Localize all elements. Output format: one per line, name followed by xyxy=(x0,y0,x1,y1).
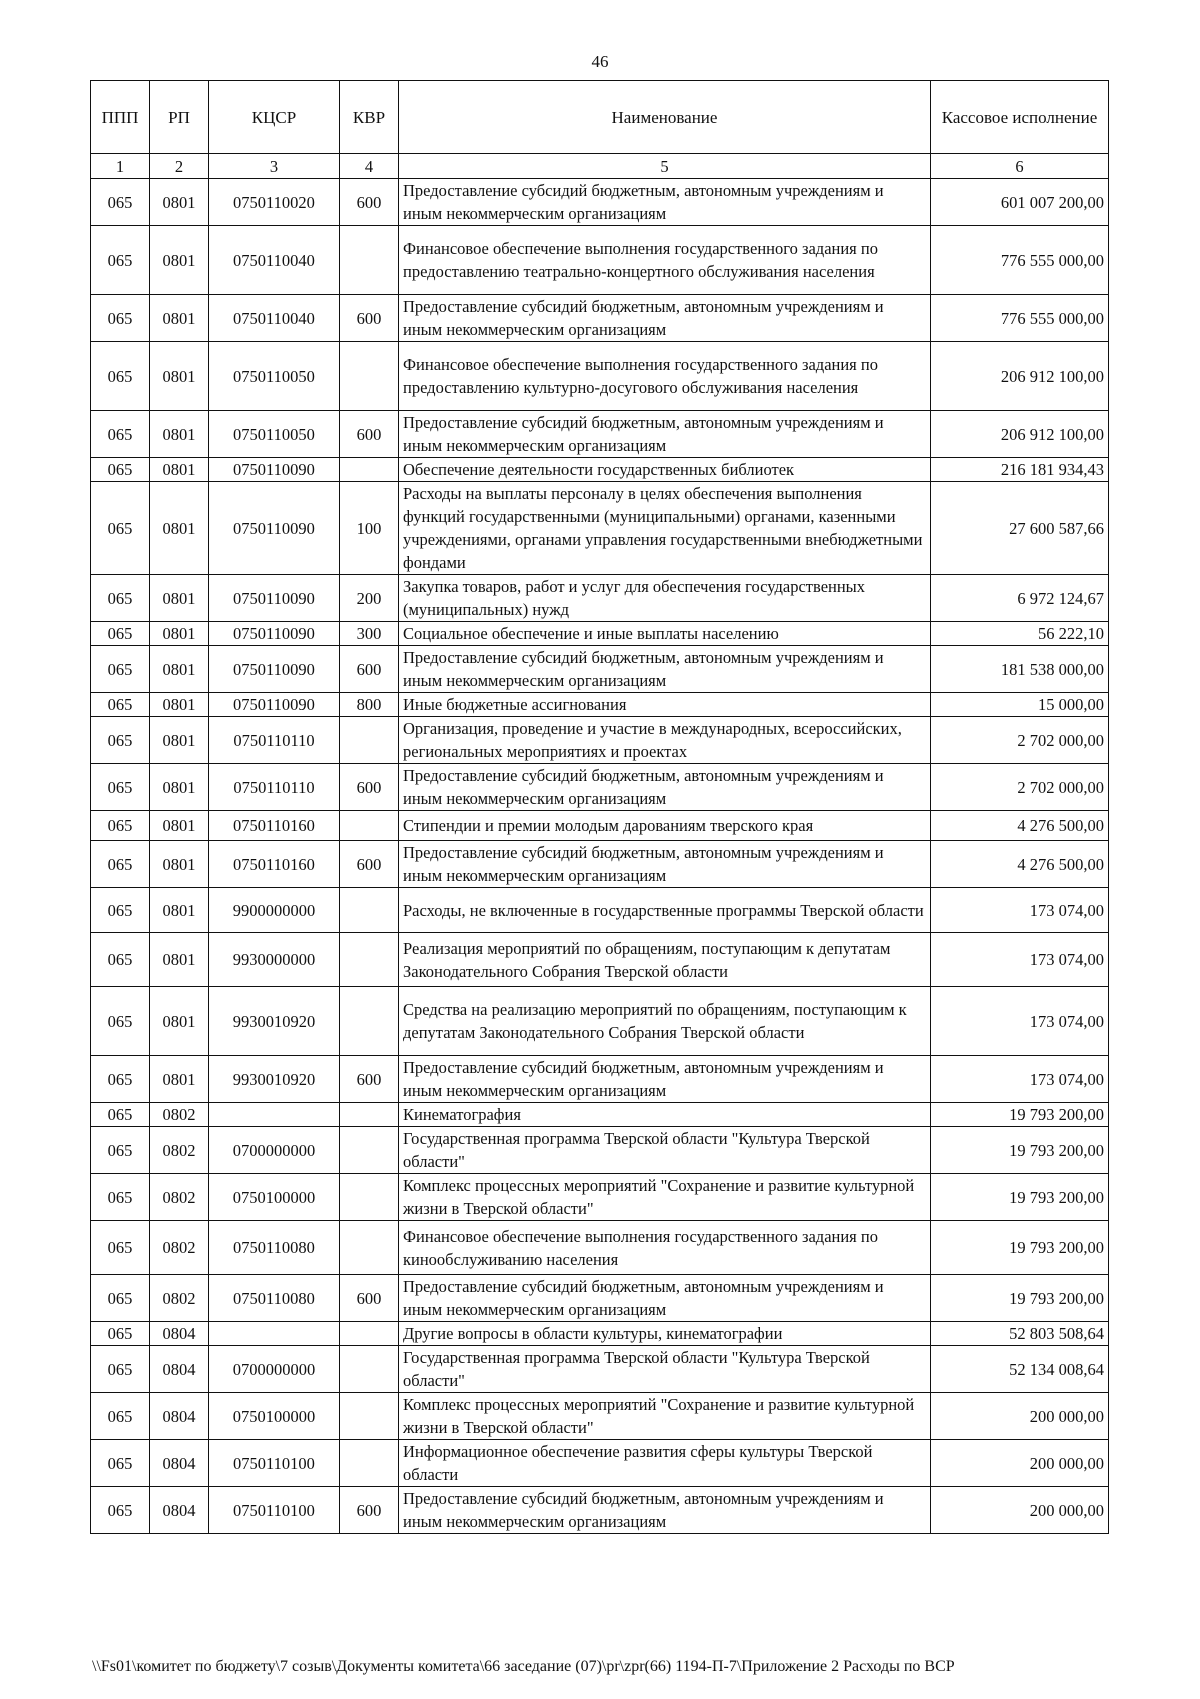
cell-kcsr: 0750100000 xyxy=(209,1174,340,1221)
cell-rp: 0802 xyxy=(150,1275,209,1322)
cell-ppp: 065 xyxy=(91,811,150,841)
cell-kvr: 600 xyxy=(340,179,399,226)
table-row xyxy=(91,1487,1109,1534)
cell-rp: 0801 xyxy=(150,458,209,482)
header-ppp: ППП xyxy=(91,81,150,154)
cell-kvr xyxy=(340,933,399,987)
cell-name: Предоставление субсидий бюджетным, автономным учреждениям и иным некоммерческим организациям xyxy=(399,1056,931,1103)
cell-ppp: 065 xyxy=(91,987,150,1056)
cell-ppp: 065 xyxy=(91,1221,150,1275)
cell-amount: 776 555 000,00 xyxy=(931,226,1109,295)
cell-amount: 19 793 200,00 xyxy=(931,1174,1109,1221)
cell-kcsr: 0750110090 xyxy=(209,482,340,575)
cell-rp: 0802 xyxy=(150,1221,209,1275)
cell-name: Предоставление субсидий бюджетным, автономным учреждениям и иным некоммерческим организациям xyxy=(399,1275,931,1322)
cell-ppp: 065 xyxy=(91,933,150,987)
cell-rp: 0801 xyxy=(150,646,209,693)
cell-name: Реализация мероприятий по обращениям, поступающим к депутатам Законодательного Собрания Тверской области xyxy=(399,933,931,987)
cell-kvr: 600 xyxy=(340,841,399,888)
table-row xyxy=(91,841,1109,888)
table-row xyxy=(91,575,1109,622)
cell-kcsr: 0750110100 xyxy=(209,1440,340,1487)
cell-kcsr: 0750110020 xyxy=(209,179,340,226)
cell-name: Предоставление субсидий бюджетным, автономным учреждениям и иным некоммерческим организациям xyxy=(399,646,931,693)
cell-amount: 52 134 008,64 xyxy=(931,1346,1109,1393)
cell-kvr xyxy=(340,1103,399,1127)
cell-ppp: 065 xyxy=(91,179,150,226)
cell-kcsr xyxy=(209,1322,340,1346)
cell-kcsr: 0750100000 xyxy=(209,1393,340,1440)
cell-kcsr: 0750110110 xyxy=(209,717,340,764)
table-row xyxy=(91,764,1109,811)
cell-name: Кинематография xyxy=(399,1103,931,1127)
cell-kvr: 200 xyxy=(340,575,399,622)
cell-amount: 173 074,00 xyxy=(931,888,1109,933)
table-row xyxy=(91,622,1109,646)
cell-name: Государственная программа Тверской области "Культура Тверской области" xyxy=(399,1346,931,1393)
cell-kvr: 600 xyxy=(340,411,399,458)
cell-kcsr: 0750110090 xyxy=(209,458,340,482)
cell-rp: 0801 xyxy=(150,342,209,411)
cell-kvr: 300 xyxy=(340,622,399,646)
table-row xyxy=(91,482,1109,575)
cell-amount: 216 181 934,43 xyxy=(931,458,1109,482)
cell-name: Предоставление субсидий бюджетным, автономным учреждениям и иным некоммерческим организациям xyxy=(399,764,931,811)
cell-ppp: 065 xyxy=(91,1127,150,1174)
cell-kvr xyxy=(340,1346,399,1393)
cell-ppp: 065 xyxy=(91,411,150,458)
cell-kvr: 600 xyxy=(340,764,399,811)
cell-kcsr xyxy=(209,1103,340,1127)
cell-kcsr: 9930010920 xyxy=(209,1056,340,1103)
cell-kcsr: 0750110090 xyxy=(209,622,340,646)
cell-kvr: 100 xyxy=(340,482,399,575)
cell-rp: 0801 xyxy=(150,226,209,295)
cell-name: Организация, проведение и участие в международных, всероссийских, региональных мероприятиях и проектах xyxy=(399,717,931,764)
cell-rp: 0801 xyxy=(150,811,209,841)
cell-rp: 0802 xyxy=(150,1174,209,1221)
cell-kvr xyxy=(340,342,399,411)
table-row xyxy=(91,1221,1109,1275)
cell-name: Финансовое обеспечение выполнения государственного задания по предоставлению театрально-концертного обслуживания населения xyxy=(399,226,931,295)
cell-ppp: 065 xyxy=(91,841,150,888)
cell-ppp: 065 xyxy=(91,622,150,646)
table-row xyxy=(91,1174,1109,1221)
cell-ppp: 065 xyxy=(91,1056,150,1103)
cell-amount: 173 074,00 xyxy=(931,1056,1109,1103)
cell-name: Комплекс процессных мероприятий "Сохранение и развитие культурной жизни в Тверской области" xyxy=(399,1393,931,1440)
column-number: 4 xyxy=(340,154,399,179)
table-row xyxy=(91,1127,1109,1174)
cell-ppp: 065 xyxy=(91,888,150,933)
cell-kcsr: 9930000000 xyxy=(209,933,340,987)
cell-name: Государственная программа Тверской области "Культура Тверской области" xyxy=(399,1127,931,1174)
cell-ppp: 065 xyxy=(91,482,150,575)
cell-rp: 0801 xyxy=(150,295,209,342)
cell-kvr xyxy=(340,1221,399,1275)
cell-rp: 0804 xyxy=(150,1346,209,1393)
cell-kcsr: 9900000000 xyxy=(209,888,340,933)
cell-kvr xyxy=(340,1440,399,1487)
cell-rp: 0801 xyxy=(150,622,209,646)
table-row xyxy=(91,987,1109,1056)
cell-rp: 0804 xyxy=(150,1322,209,1346)
cell-rp: 0804 xyxy=(150,1393,209,1440)
cell-ppp: 065 xyxy=(91,693,150,717)
cell-name: Социальное обеспечение и иные выплаты населению xyxy=(399,622,931,646)
cell-kvr: 600 xyxy=(340,1487,399,1534)
cell-name: Обеспечение деятельности государственных библиотек xyxy=(399,458,931,482)
table-row xyxy=(91,1103,1109,1127)
header-rp: РП xyxy=(150,81,209,154)
page-number: 46 xyxy=(591,52,609,71)
cell-kvr xyxy=(340,458,399,482)
cell-kcsr: 0750110050 xyxy=(209,342,340,411)
cell-kcsr: 0750110040 xyxy=(209,226,340,295)
cell-amount: 19 793 200,00 xyxy=(931,1103,1109,1127)
cell-kcsr: 9930010920 xyxy=(209,987,340,1056)
table-row xyxy=(91,646,1109,693)
cell-amount: 206 912 100,00 xyxy=(931,342,1109,411)
cell-kcsr: 0750110160 xyxy=(209,841,340,888)
cell-kcsr: 0750110090 xyxy=(209,693,340,717)
cell-rp: 0801 xyxy=(150,693,209,717)
cell-name: Расходы, не включенные в государственные программы Тверской области xyxy=(399,888,931,933)
cell-name: Финансовое обеспечение выполнения государственного задания по предоставлению культурно-досугового обслуживания населения xyxy=(399,342,931,411)
table-row xyxy=(91,342,1109,411)
cell-kvr: 600 xyxy=(340,646,399,693)
column-number-row xyxy=(91,154,1109,179)
cell-kcsr: 0750110160 xyxy=(209,811,340,841)
cell-rp: 0802 xyxy=(150,1127,209,1174)
cell-name: Предоставление субсидий бюджетным, автономным учреждениям и иным некоммерческим организациям xyxy=(399,295,931,342)
cell-name: Расходы на выплаты персоналу в целях обеспечения выполнения функций государственными (муниципальными) органами, казенными учреждениями, органами управления государственными внебюджетными фондами xyxy=(399,482,931,575)
cell-name: Закупка товаров, работ и услуг для обеспечения государственных (муниципальных) нужд xyxy=(399,575,931,622)
column-number: 6 xyxy=(931,154,1109,179)
cell-amount: 19 793 200,00 xyxy=(931,1127,1109,1174)
cell-amount: 181 538 000,00 xyxy=(931,646,1109,693)
cell-kvr: 600 xyxy=(340,295,399,342)
table-row xyxy=(91,411,1109,458)
cell-kcsr: 0750110050 xyxy=(209,411,340,458)
cell-name: Стипендии и премии молодым дарованиям тверского края xyxy=(399,811,931,841)
column-number: 5 xyxy=(399,154,931,179)
cell-rp: 0801 xyxy=(150,933,209,987)
table-row xyxy=(91,1275,1109,1322)
cell-rp: 0801 xyxy=(150,888,209,933)
cell-amount: 173 074,00 xyxy=(931,987,1109,1056)
cell-kcsr: 0750110110 xyxy=(209,764,340,811)
cell-ppp: 065 xyxy=(91,295,150,342)
budget-table xyxy=(90,80,1109,1534)
cell-ppp: 065 xyxy=(91,458,150,482)
cell-ppp: 065 xyxy=(91,1103,150,1127)
cell-ppp: 065 xyxy=(91,342,150,411)
header-kcsr: КЦСР xyxy=(209,81,340,154)
cell-rp: 0801 xyxy=(150,575,209,622)
header-name: Наименование xyxy=(399,81,931,154)
cell-kcsr: 0750110080 xyxy=(209,1221,340,1275)
cell-name: Информационное обеспечение развития сферы культуры Тверской области xyxy=(399,1440,931,1487)
cell-kcsr: 0750110040 xyxy=(209,295,340,342)
cell-amount: 4 276 500,00 xyxy=(931,811,1109,841)
cell-rp: 0801 xyxy=(150,179,209,226)
footer-file-path: \\Fs01\комитет по бюджету\7 созыв\Документы комитета\66 заседание (07)\pr\zpr(66) 1194-П-7\Приложение 2 Расходы по ВСР xyxy=(92,1658,955,1675)
cell-rp: 0801 xyxy=(150,1056,209,1103)
cell-ppp: 065 xyxy=(91,1440,150,1487)
cell-amount: 4 276 500,00 xyxy=(931,841,1109,888)
table-body xyxy=(91,179,1109,1534)
cell-kcsr: 0750110090 xyxy=(209,575,340,622)
table-row xyxy=(91,295,1109,342)
cell-amount: 6 972 124,67 xyxy=(931,575,1109,622)
cell-rp: 0804 xyxy=(150,1440,209,1487)
cell-ppp: 065 xyxy=(91,226,150,295)
cell-amount: 200 000,00 xyxy=(931,1440,1109,1487)
cell-name: Другие вопросы в области культуры, кинематографии xyxy=(399,1322,931,1346)
cell-rp: 0801 xyxy=(150,841,209,888)
cell-name: Предоставление субсидий бюджетным, автономным учреждениям и иным некоммерческим организациям xyxy=(399,1487,931,1534)
table-row xyxy=(91,458,1109,482)
cell-amount: 19 793 200,00 xyxy=(931,1275,1109,1322)
cell-kvr xyxy=(340,811,399,841)
column-number: 1 xyxy=(91,154,150,179)
cell-ppp: 065 xyxy=(91,1393,150,1440)
cell-ppp: 065 xyxy=(91,1346,150,1393)
cell-kcsr: 0750110090 xyxy=(209,646,340,693)
cell-kcsr: 0750110080 xyxy=(209,1275,340,1322)
cell-amount: 19 793 200,00 xyxy=(931,1221,1109,1275)
cell-name: Финансовое обеспечение выполнения государственного задания по кинообслуживанию населения xyxy=(399,1221,931,1275)
table-row xyxy=(91,1056,1109,1103)
cell-amount: 200 000,00 xyxy=(931,1487,1109,1534)
cell-amount: 15 000,00 xyxy=(931,693,1109,717)
table-row xyxy=(91,179,1109,226)
cell-ppp: 065 xyxy=(91,717,150,764)
cell-rp: 0802 xyxy=(150,1103,209,1127)
cell-rp: 0801 xyxy=(150,764,209,811)
cell-amount: 56 222,10 xyxy=(931,622,1109,646)
cell-ppp: 065 xyxy=(91,764,150,811)
column-number: 3 xyxy=(209,154,340,179)
cell-amount: 173 074,00 xyxy=(931,933,1109,987)
cell-name: Предоставление субсидий бюджетным, автономным учреждениям и иным некоммерческим организациям xyxy=(399,179,931,226)
cell-rp: 0801 xyxy=(150,987,209,1056)
table-row xyxy=(91,888,1109,933)
cell-name: Предоставление субсидий бюджетным, автономным учреждениям и иным некоммерческим организациям xyxy=(399,411,931,458)
cell-name: Средства на реализацию мероприятий по обращениям, поступающим к депутатам Законодательного Собрания Тверской области xyxy=(399,987,931,1056)
cell-kcsr: 0750110100 xyxy=(209,1487,340,1534)
table-row xyxy=(91,1322,1109,1346)
header-kvr: КВР xyxy=(340,81,399,154)
cell-ppp: 065 xyxy=(91,1487,150,1534)
cell-rp: 0801 xyxy=(150,482,209,575)
cell-rp: 0801 xyxy=(150,717,209,764)
cell-kvr xyxy=(340,1322,399,1346)
cell-name: Комплекс процессных мероприятий "Сохранение и развитие культурной жизни в Тверской области" xyxy=(399,1174,931,1221)
cell-amount: 200 000,00 xyxy=(931,1393,1109,1440)
cell-amount: 52 803 508,64 xyxy=(931,1322,1109,1346)
header-row xyxy=(91,81,1109,154)
cell-name: Предоставление субсидий бюджетным, автономным учреждениям и иным некоммерческим организациям xyxy=(399,841,931,888)
table-row xyxy=(91,933,1109,987)
table-row xyxy=(91,1393,1109,1440)
cell-rp: 0801 xyxy=(150,411,209,458)
column-number: 2 xyxy=(150,154,209,179)
cell-kvr xyxy=(340,888,399,933)
table-row xyxy=(91,811,1109,841)
cell-amount: 27 600 587,66 xyxy=(931,482,1109,575)
table-row xyxy=(91,1440,1109,1487)
table-row xyxy=(91,226,1109,295)
cell-ppp: 065 xyxy=(91,1275,150,1322)
cell-kvr xyxy=(340,1174,399,1221)
cell-kvr xyxy=(340,226,399,295)
cell-amount: 206 912 100,00 xyxy=(931,411,1109,458)
cell-rp: 0804 xyxy=(150,1487,209,1534)
table-row xyxy=(91,1346,1109,1393)
cell-ppp: 065 xyxy=(91,646,150,693)
cell-amount: 776 555 000,00 xyxy=(931,295,1109,342)
cell-kvr xyxy=(340,717,399,764)
cell-ppp: 065 xyxy=(91,1322,150,1346)
cell-kvr xyxy=(340,1393,399,1440)
cell-kcsr: 0700000000 xyxy=(209,1346,340,1393)
cell-ppp: 065 xyxy=(91,1174,150,1221)
cell-amount: 601 007 200,00 xyxy=(931,179,1109,226)
cell-kvr: 600 xyxy=(340,1275,399,1322)
cell-name: Иные бюджетные ассигнования xyxy=(399,693,931,717)
cell-ppp: 065 xyxy=(91,575,150,622)
cell-amount: 2 702 000,00 xyxy=(931,764,1109,811)
header-amount: Кассовое исполнение xyxy=(931,81,1109,154)
cell-kvr: 600 xyxy=(340,1056,399,1103)
cell-kvr xyxy=(340,1127,399,1174)
cell-kvr: 800 xyxy=(340,693,399,717)
cell-amount: 2 702 000,00 xyxy=(931,717,1109,764)
table-row xyxy=(91,693,1109,717)
cell-kcsr: 0700000000 xyxy=(209,1127,340,1174)
cell-kvr xyxy=(340,987,399,1056)
table-row xyxy=(91,717,1109,764)
